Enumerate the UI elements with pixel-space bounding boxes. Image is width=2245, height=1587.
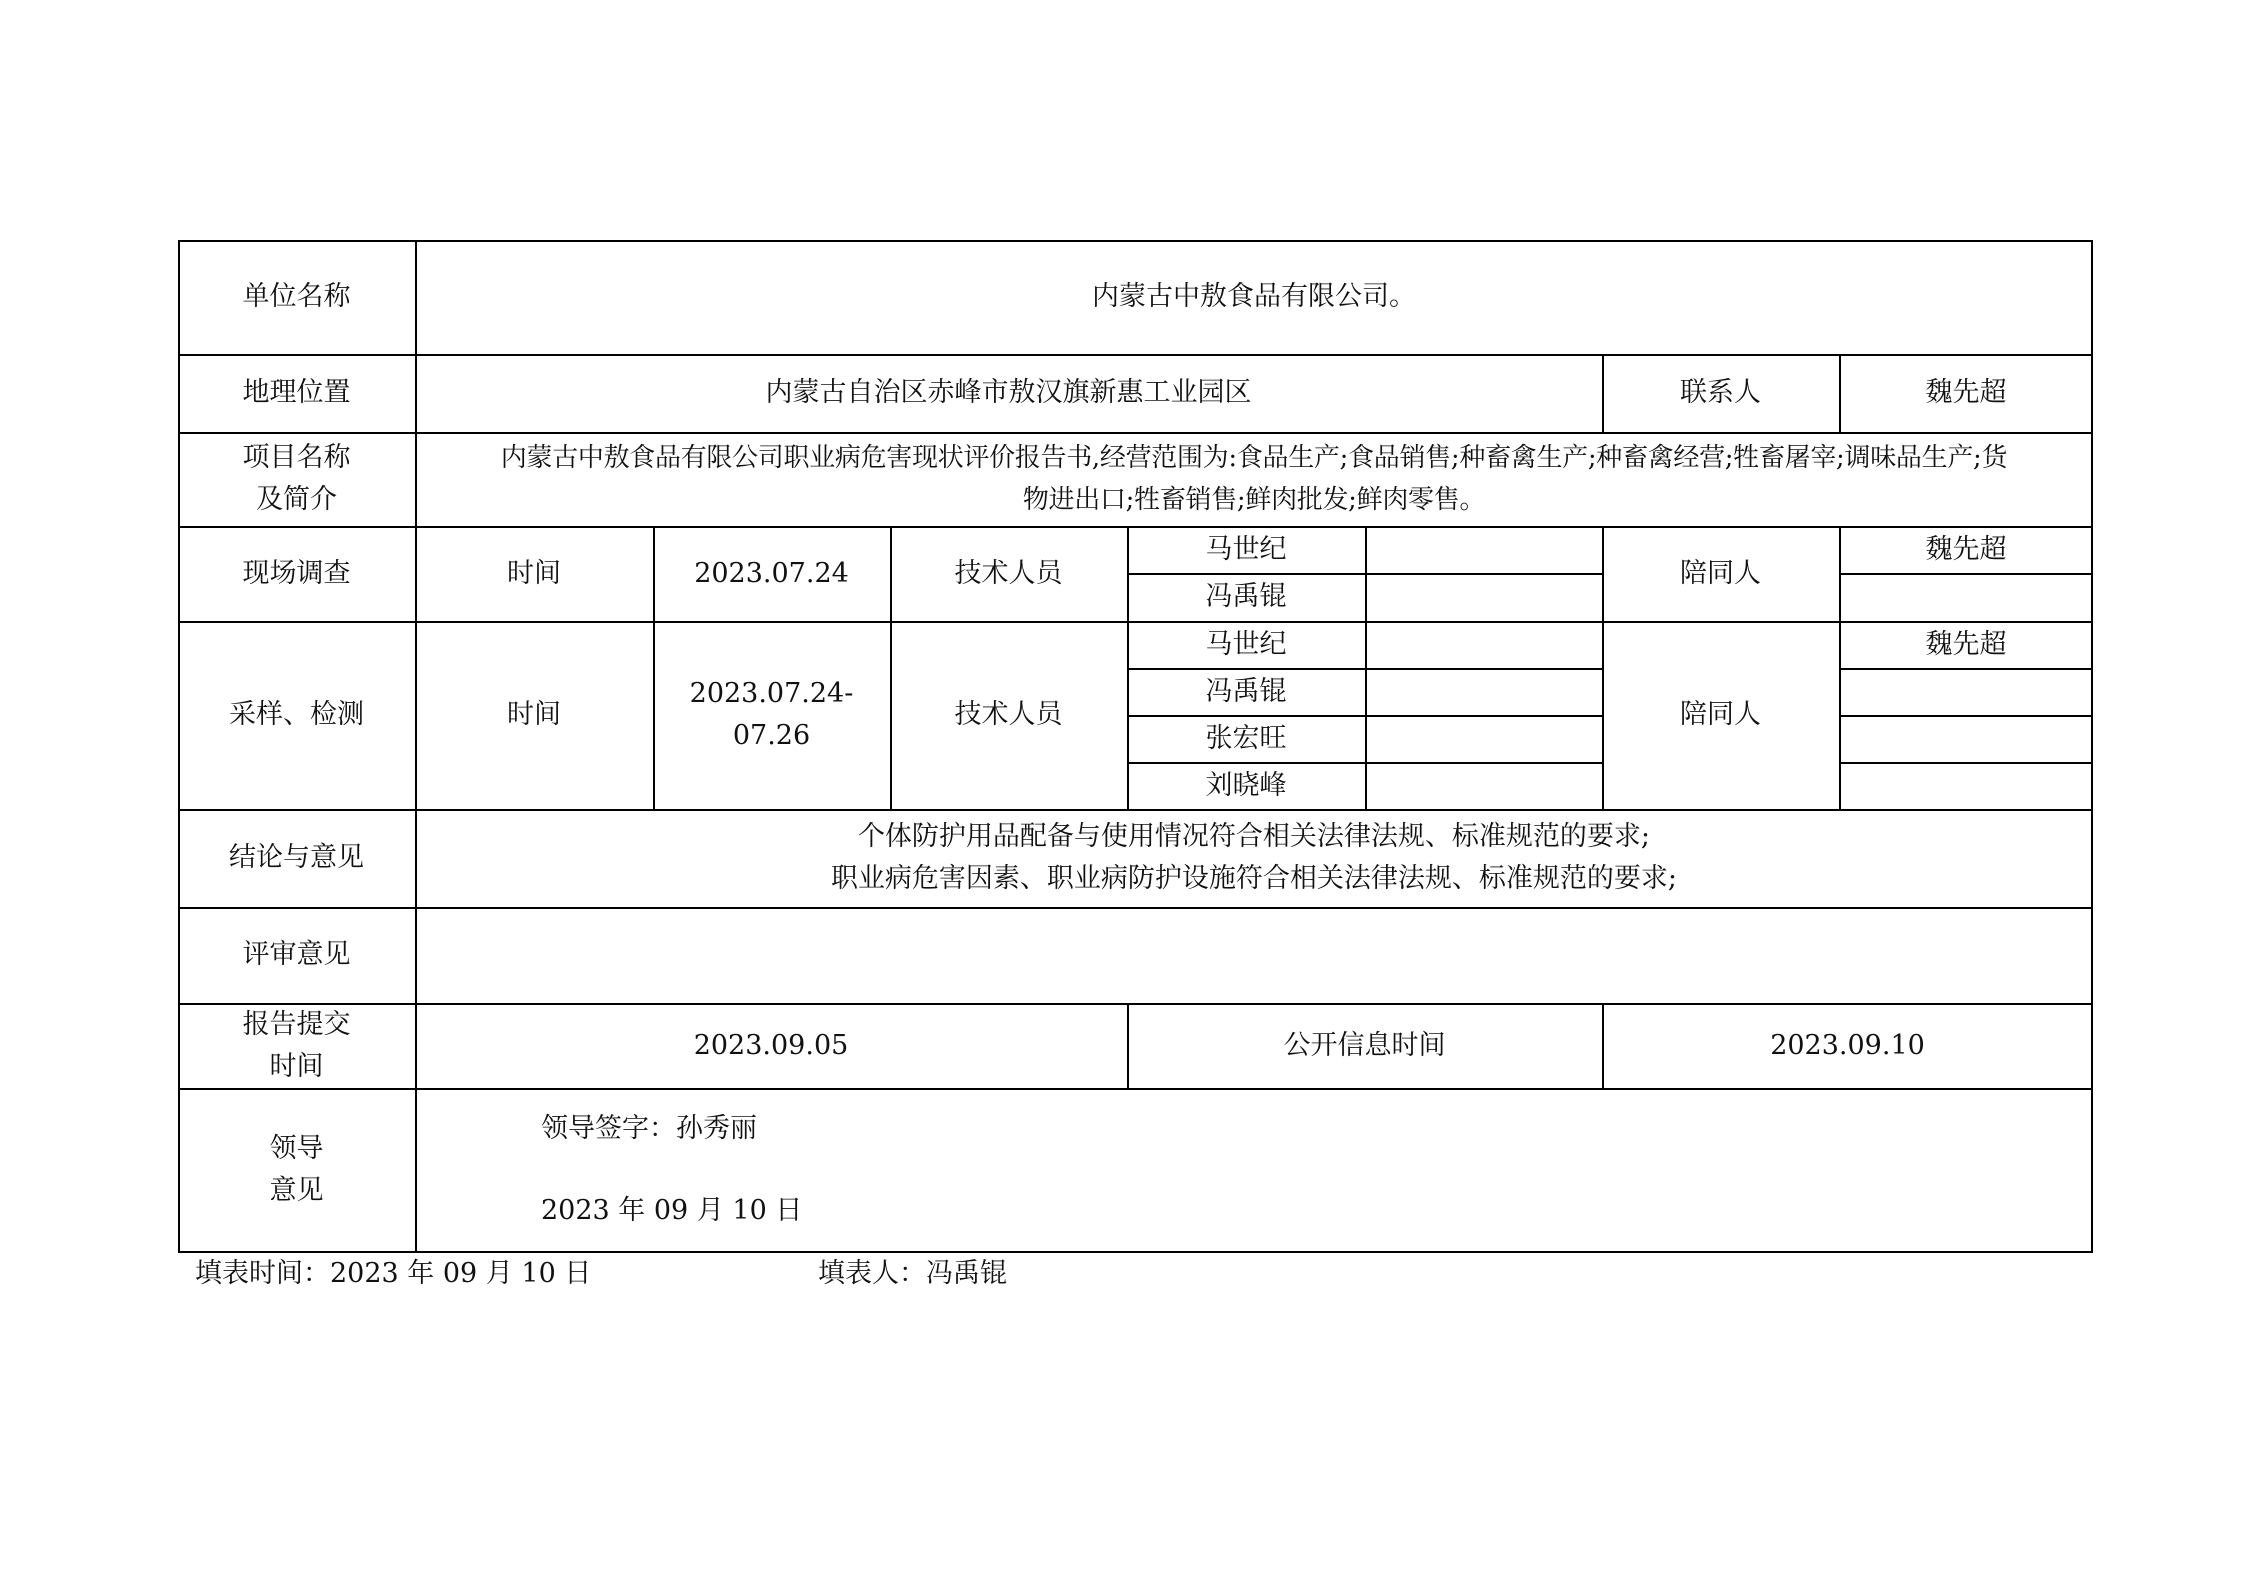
publish-label: 公开信息时间: [1283, 1029, 1446, 1061]
sampling-time-value: 2023.07.24-07.26: [689, 678, 854, 751]
survey-escort-1: 魏先超: [1925, 533, 2007, 565]
sampling-escort-label: 陪同人: [1680, 699, 1761, 730]
sampling-escort-2: [1839, 668, 2093, 715]
contact-label: 联系人: [1680, 377, 1761, 408]
project-label-line-2: 及简介: [256, 484, 337, 515]
submit-label: [178, 1003, 415, 1088]
review-label: 评审意见: [242, 939, 351, 970]
leader-label-line-1: 领导: [269, 1132, 324, 1164]
survey-escort-2: [1839, 573, 2093, 621]
unit-name-label: 单位名称: [242, 281, 351, 312]
project-description-line-2: 物进出口;牲畜销售;鲜肉批发;鲜肉零售。: [1022, 485, 1486, 515]
sampling-staff-4: 刘晓峰: [1205, 769, 1287, 801]
survey-staff-1: 马世纪: [1205, 533, 1287, 565]
leader-date: 2023 年 09 月 10 日: [541, 1195, 803, 1226]
survey-staff-2: 冯禹锟: [1205, 581, 1287, 612]
project-description-line-1: 内蒙古中敖食品有限公司职业病危害现状评价报告书,经营范围为:食品生产;食品销售;种畜禽生产;种畜禽经营;牲畜屠宰;调味品生产;货: [500, 443, 2008, 473]
unit-name-value: 内蒙古中敖食品有限公司。: [1092, 281, 1416, 312]
survey-time-value: 2023.07.24: [694, 557, 849, 589]
project-description: [415, 432, 2093, 526]
sampling-staff-1: 马世纪: [1205, 628, 1287, 660]
sampling-staff-2: 冯禹锟: [1205, 675, 1287, 707]
conclusion-value: [415, 809, 2093, 907]
survey-escort-label: 陪同人: [1680, 557, 1761, 589]
location-value: 内蒙古自治区赤峰市敖汉旗新惠工业园区: [765, 377, 1252, 408]
leader-label: [178, 1088, 415, 1251]
submit-label-line-1: 报告提交: [242, 1008, 351, 1040]
project-label: [178, 432, 415, 526]
table-border-bottom: [178, 1251, 2093, 1253]
sampling-tech-label: 技术人员: [954, 699, 1063, 730]
survey-label: 现场调查: [242, 557, 351, 589]
conclusion-line-1: 个体防护用品配备与使用情况符合相关法律法规、标准规范的要求;: [857, 821, 1651, 852]
fill-time: 填表时间：2023 年 09 月 10 日: [195, 1258, 592, 1289]
sampling-label: 采样、检测: [229, 699, 364, 730]
sampling-escort-1: 魏先超: [1925, 628, 2007, 660]
submit-label-line-2: 时间: [269, 1050, 324, 1082]
publish-date: 2023.09.10: [1770, 1029, 1925, 1061]
sampling-time-label: 时间: [507, 699, 561, 730]
leader-label-line-2: 意见: [269, 1174, 324, 1206]
contact-value: 魏先超: [1925, 377, 2007, 408]
project-label-line-1: 项目名称: [242, 442, 351, 473]
location-label: 地理位置: [242, 377, 351, 408]
filler-name: 填表人：冯禹锟: [818, 1258, 1007, 1289]
survey-tech-label: 技术人员: [954, 557, 1063, 589]
survey-time-label: 时间: [507, 557, 561, 589]
leader-signature: 领导签字：孙秀丽: [541, 1113, 757, 1144]
sampling-escort-3: [1839, 715, 2093, 762]
row-divider: [178, 1088, 2093, 1090]
sampling-staff-3: 张宏旺: [1205, 722, 1287, 754]
conclusion-label: 结论与意见: [229, 842, 364, 873]
sampling-escort-4: [1839, 762, 2093, 809]
review-value: [415, 907, 2093, 1003]
conclusion-line-2: 职业病危害因素、职业病防护设施符合相关法律法规、标准规范的要求;: [830, 863, 1678, 894]
submit-date: 2023.09.05: [693, 1029, 849, 1061]
